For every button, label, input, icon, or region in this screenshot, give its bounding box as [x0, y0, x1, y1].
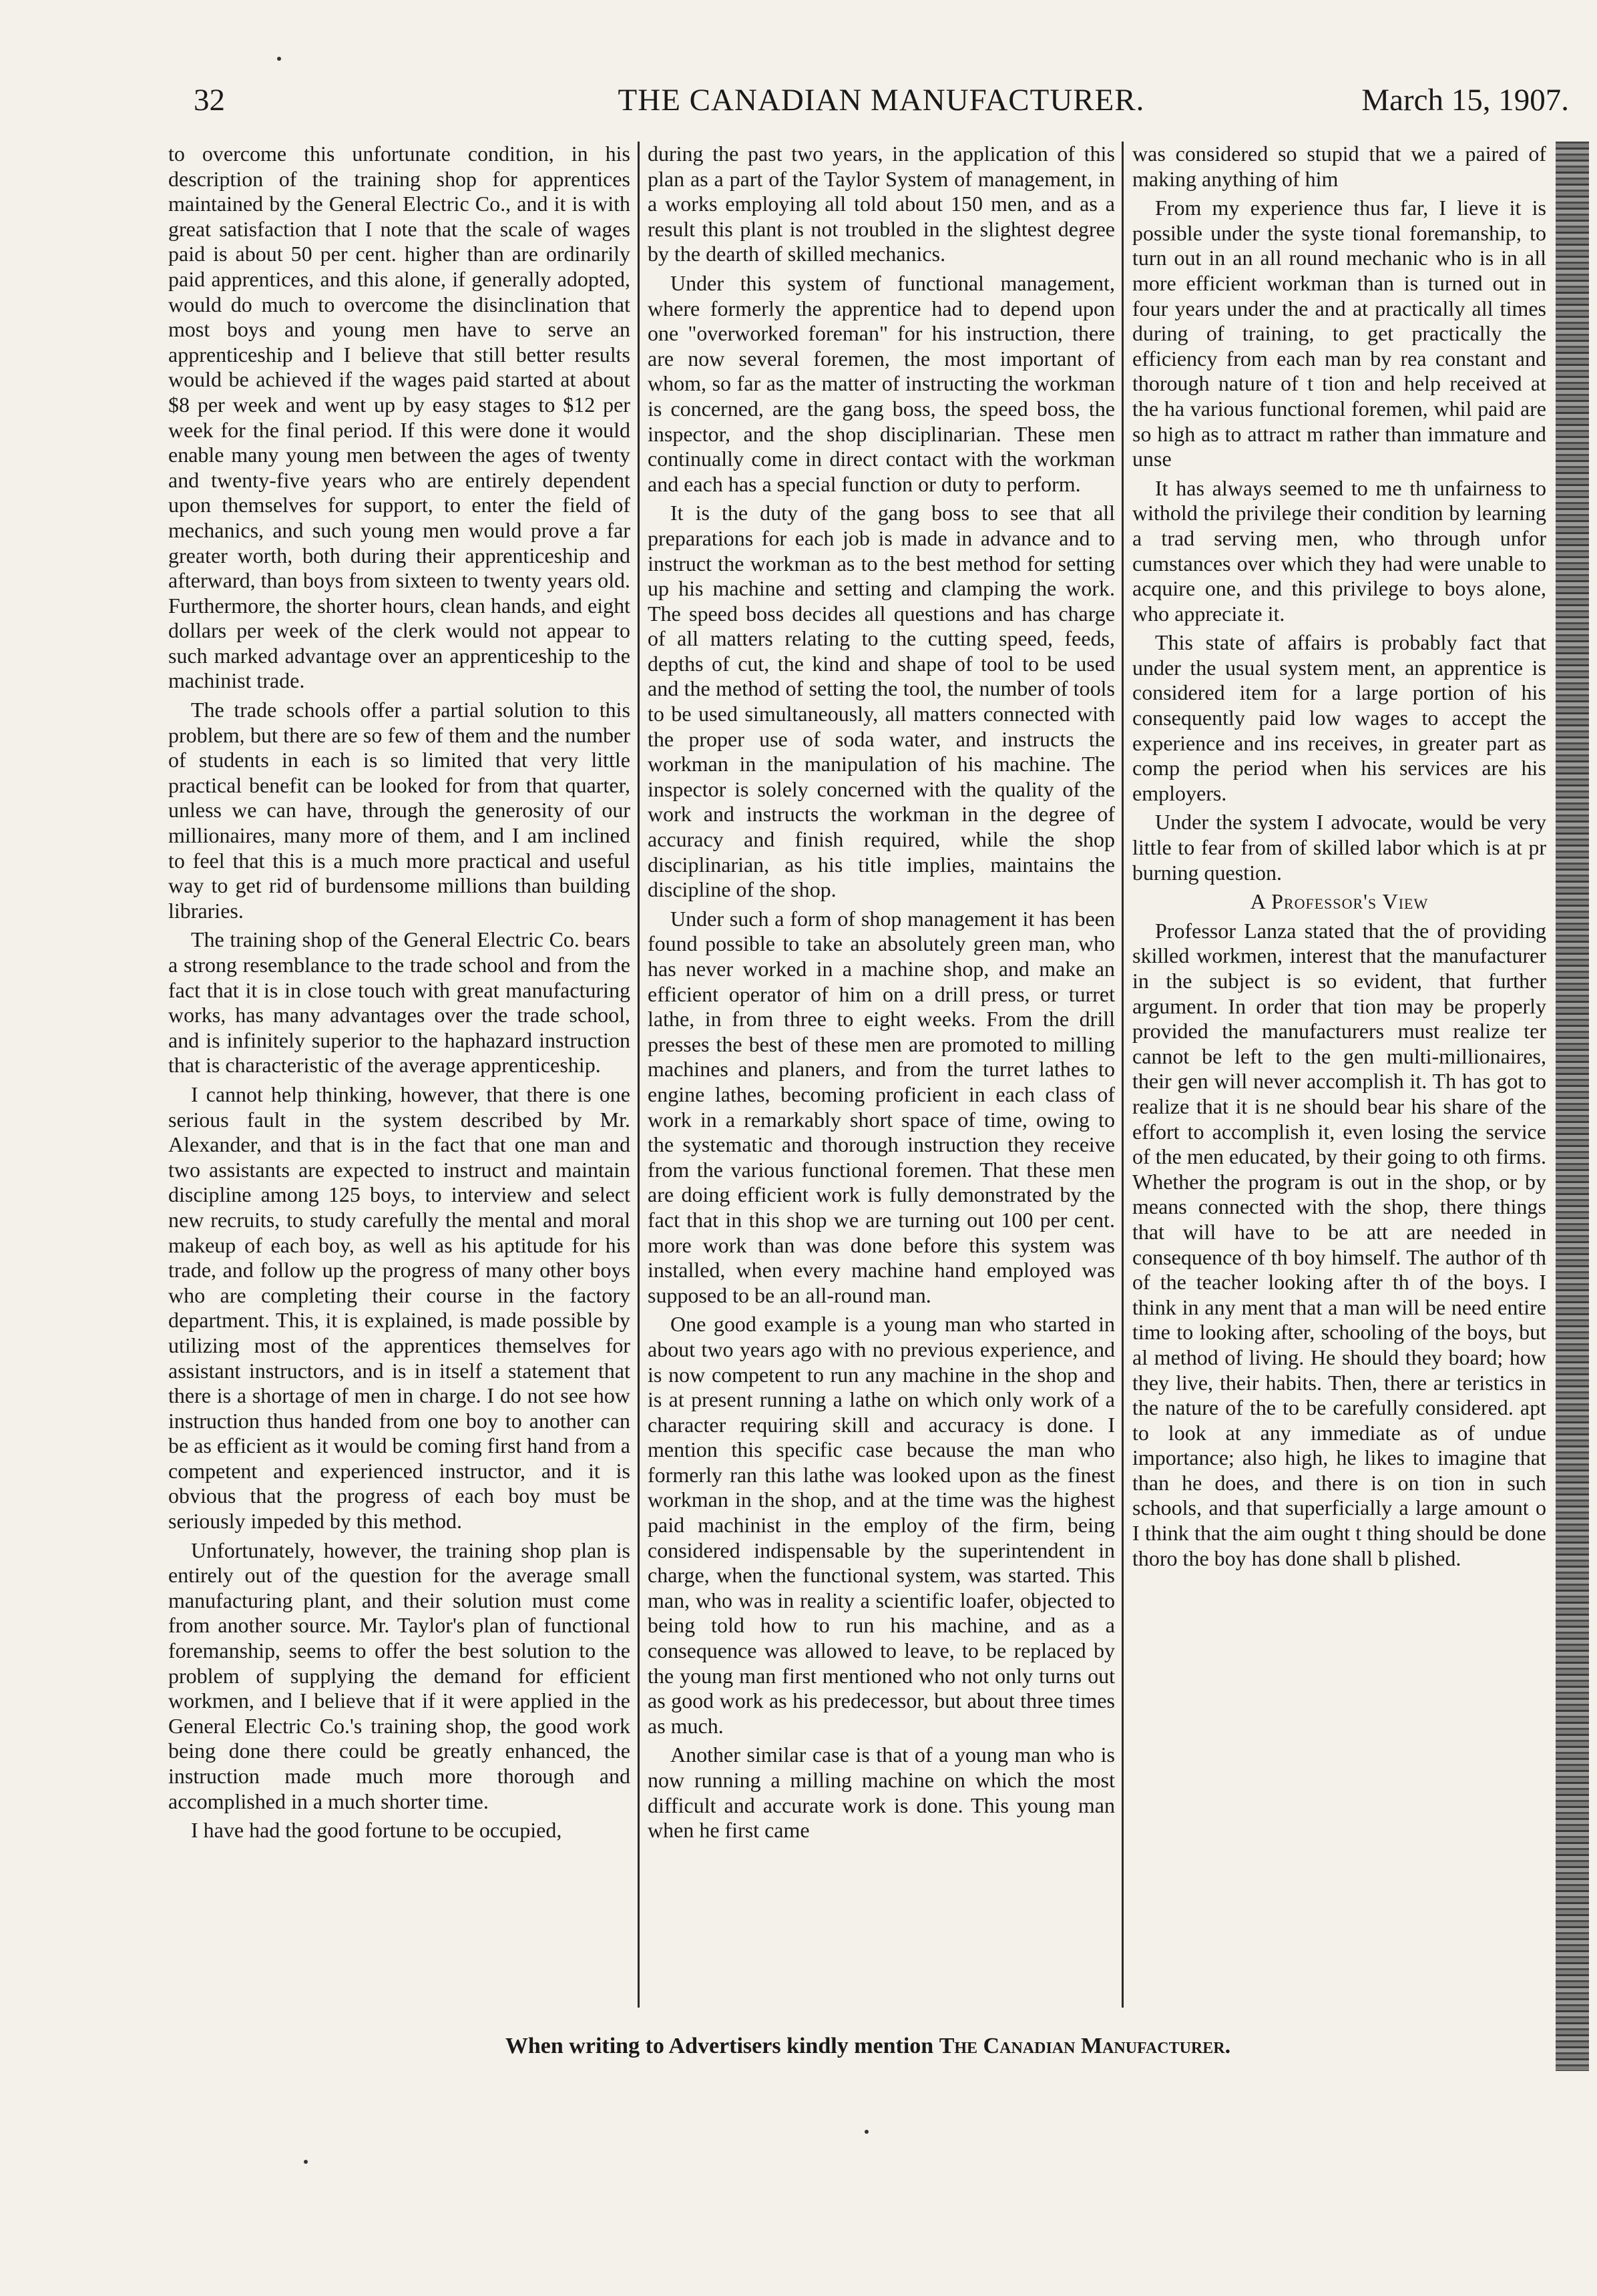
publication-title: THE CANADIAN MANUFACTURER. [618, 83, 1145, 118]
paragraph: It has always seemed to me th unfairness to withold the privilege their condition by learning a trad serving men, who through unfor cumstances over which they had were unable to acquire one, and this privilege to boys alone, who appreciate it. [1132, 475, 1546, 626]
print-speck [865, 2130, 869, 2134]
footer-publication: The Canadian Manufacturer. [939, 2034, 1231, 2058]
print-speck [304, 2160, 308, 2164]
column-divider [1122, 142, 1124, 2008]
column-divider [638, 142, 640, 2008]
paragraph: It is the duty of the gang boss to see that all preparations for each job is made in advance and to instruct the workman as to the best method for setting up his machine and setting and clamping the work. The speed boss decides all questions and has charge of all matters relating to the cutting speed, feeds, depths of cut, the kind and shape of tool to be used and the method of setting the tool, the number of tools to be used simultaneously, all matters connected with the proper use of soda water, and instructs the workman in the manipulation of his machine. The inspector is solely concerned with the quality of the work and instructs the workman in the degree of accuracy and finish required, while the shop disciplinarian, as his title implies, maintains the discipline of the shop. [648, 501, 1115, 902]
article-column-2 [648, 142, 1115, 2011]
paragraph: Under this system of functional management, where formerly the apprentice had to depend upon one "overworked foreman" for his instruction, there are now several foremen, the most important of whom, so far as the matter of instructing the workman is concerned, are the gang boss, the speed boss, the inspector, and the shop disciplinarian. These men continually come in direct contact with the workman and each has a special function or duty to perform. [648, 270, 1115, 496]
paragraph: to overcome this unfortunate condition, in his description of the training shop for apprentices maintained by the General Electric Co., and it is with great satisfaction that I note that the scale of wages paid is about 50 per cent. higher than are ordinarily paid apprentices, and this alone, if generally adopted, would do much to overcome the disinclination that most boys and young men have to serve an apprenticeship and I believe that still better results would be achieved if the wages paid started at about $8 per week and went up by easy stages to $12 per week for the final period. If this were done it would enable many young men between the ages of twenty and twenty-five years who are entirely dependent upon themselves for support, to enter the field of mechanics, and such young men would prove a far greater worth, both during their apprenticeship and afterward, than boys from sixteen to twenty years old. Furthermore, the shorter hours, clean hands, and eight dollars per week of the clerk would not appear to such marked advantage over an apprenticeship to the machinist trade. [168, 142, 630, 693]
paragraph: I cannot help thinking, however, that there is one serious fault in the system described by Mr. Alexander, and that is in the fact that one man and two assistants are expected to instruct and maintain discipline among 125 boys, to interview and select new recruits, to study carefully the mental and moral makeup of each boy, as well as his aptitude for his trade, and follow up the progress of many other boys who are completing their course in the factory department. This, it is explained, is made possible by utilizing most of the apprentices themselves for assistant instructors, and is in itself a statement that there is a shortage of men in charge. I do not see how instruction thus handed from one boy to another can be as efficient as it would be coming first hand from a competent and experienced instructor, and it is obvious that the progress of each boy must be seriously impeded by this method. [168, 1082, 630, 1534]
paragraph: Unfortunately, however, the training shop plan is entirely out of the question for the average small manufacturing plant, and their solution must come from another source. Mr. Taylor's plan of functional foremanship, seems to offer the best solution to the problem of supplying the demand for efficient workmen, and I believe that if it were applied in the General Electric Co.'s training shop, the good work being done there could be greatly enhanced, the instruction made much more thorough and accomplished in a much shorter time. [168, 1538, 630, 1813]
paragraph: One good example is a young man who started in about two years ago with no previous experience, and is now competent to run any machine in the shop and is at present running a lathe on which only work of a character requiring skill and accuracy is done. I mention this specific case because the man who formerly ran this lathe was looked upon as the finest workman in the shop, and at the time was the highest paid machinist in the employ of the firm, being considered indispensable by the superintendent in charge, when the functional system, was started. This man, who was in reality a scientific loafer, objected to being told how to run his machine, and as a consequence was allowed to leave, to be replaced by the young man first mentioned who not only turns out as good work as his predecessor, but about three times as much. [648, 1312, 1115, 1738]
paragraph: This state of affairs is probably fact that under the usual system ment, an apprentice is considered item for a large portion of his consequently paid low wages to accept the experience and ins receives, in greater part as comp the period when his services are his employers. [1132, 630, 1546, 805]
paragraph: Professor Lanza stated that the of providing skilled workmen, interest that the manufacturer in the subject is so evident, that further argument. In order that tion may be properly provided the manufacturers must realize ter cannot be left to the gen multi-millionaires, their gen will never accomplish it. Th has got to realize that it is ne should bear his share of the effort to accomplish it, even losing the service of the men educated, by their going to oth firms. Whether the program is out in the shop, or by means connected with the shop, there things that will have to be att are needed in consequence of th boy himself. The author of th of the teacher looking after th of the boys. I think in any ment that a man will be need entire time to looking after, schooling of the boys, but al method of living. He should they board; how they live, their habits. Then, there ar teristics in the nature of the to be carefully considered. apt to look at any immediate as of undue importance; also high, he likes to imagine that than he does, and there is on tion in such schools, and that superficially a large amount o I think that the aim ought t thing should be done thoro the boy has done shall b plished. [1132, 918, 1546, 1570]
section-heading: A Professor's View [1250, 889, 1429, 914]
paragraph: I have had the good fortune to be occupied, [191, 1818, 562, 1843]
issue-date: March 15, 1907. [1361, 83, 1569, 118]
page-header [194, 73, 1569, 127]
paragraph: was considered so stupid that we a paired of making anything of him [1132, 142, 1546, 191]
paragraph: Another similar case is that of a young man who is now running a milling machine on which the most difficult and accurate work is done. This young man when he first came [648, 1743, 1115, 1843]
paragraph: The training shop of the General Electric Co. bears a strong resemblance to the trade school and from the fact that it is in close touch with great manufacturing works, has many advantages over the trade school, and is infinitely superior to the haphazard instruction that is characteristic of the average apprenticeship. [168, 927, 630, 1078]
paragraph: Under the system I advocate, would be very little to fear from of skilled labor which is at pr burning question. [1132, 810, 1546, 885]
article-column-3 [1132, 142, 1546, 2011]
paragraph: From my experience thus far, I lieve it is possible under the syste tional foremanship, to turn out in an all round mechanic who is in all more efficient workman than is turned out in four years under the and at practically all times during of training, to get practically the efficiency from each man by rea constant and thorough nature of t tion and help received at the ha various functional foremen, whil paid are so high as to attract m rather than immature and unse [1132, 196, 1546, 471]
article-column-1 [168, 142, 630, 2011]
bleed-through-edge [1556, 142, 1589, 2071]
footer-text: When writing to Advertisers kindly mention [505, 2034, 939, 2058]
paragraph: The trade schools offer a partial solution to this problem, but there are so few of them and the number of students in each is so limited that very little practical benefit can be looked for from that quarter, unless we can have, through the generosity of our millionaires, many more of them, and I am inclined to feel that this is a much more practical and useful way to get rid of burdensome millions than building libraries. [168, 698, 630, 923]
paragraph: Under such a form of shop management it has been found possible to take an absolutely green man, who has never worked in a machine shop, and make an efficient operator of him on a drill press, or turret lathe, in from three to eight weeks. From the drill presses the best of these men are promoted to milling machines and planers, and from the turret lathes to engine lathes, becoming proficient in each class of work in a remarkably short space of time, owing to the systematic and thorough instruction they receive from the various functional foremen. That these men are doing efficient work is fully demonstrated by the fact that in this shop we are turning out 100 per cent. more work than was done before this system was installed, when every machine hand employed was supposed to be an all-round man. [648, 906, 1115, 1307]
advertiser-footer [167, 2030, 1569, 2063]
print-speck [277, 57, 281, 61]
page-number: 32 [194, 83, 225, 118]
paragraph: during the past two years, in the application of this plan as a part of the Taylor System of management, in a works employing all told about 150 men, and as a result this plant is not troubled in the slightest degree by the dearth of skilled mechanics. [648, 142, 1115, 266]
